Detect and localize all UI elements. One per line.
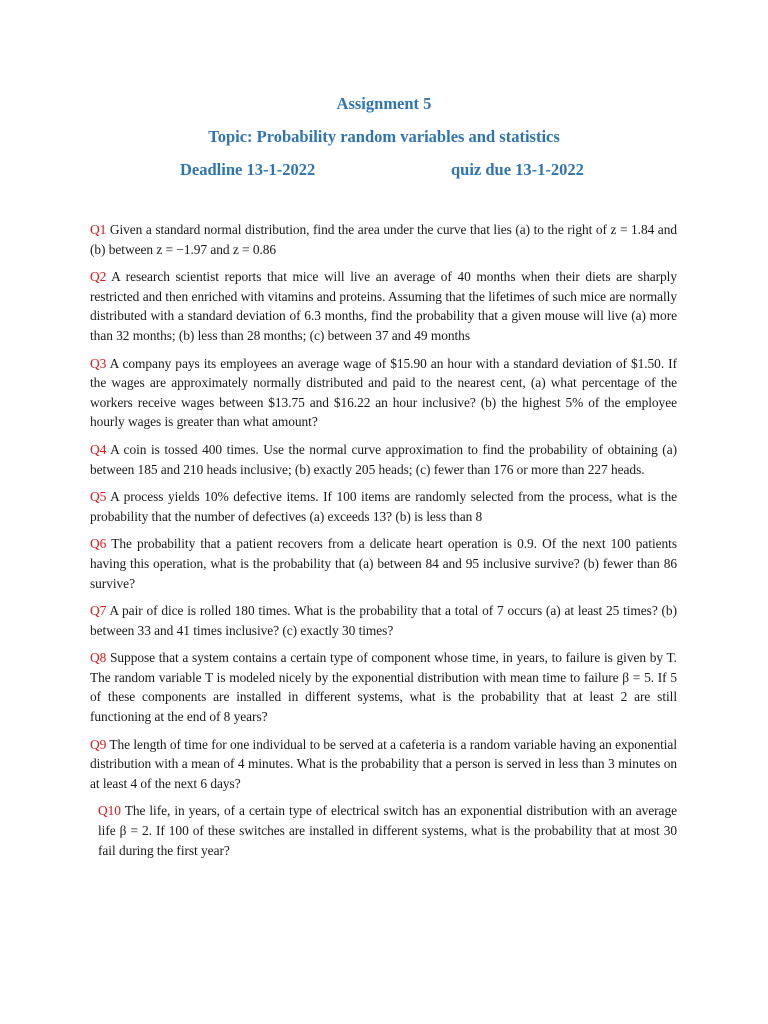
question-text: Given a standard normal distribution, find the area under the curve that lies (a) to the right of z = 1.84 and (b) between z = −1.97 and z = 0.86 [90,222,677,257]
question-text: Suppose that a system contains a certain type of component whose time, in years, to failure is given by T. The random variable T is modeled nicely by the exponential distribution with mean time to failure β = 5. If 5 of these components are installed in different systems, what is the probability that at least 2 are still functioning at the end of 8 years? [90,650,677,725]
question-number: Q3 [90,355,107,371]
quiz-due-label: quiz due 13-1-2022 [451,160,584,179]
question-number: Q1 [90,222,107,237]
question-number: Q4 [90,441,107,457]
question-text: The probability that a patient recovers from a delicate heart operation is 0.9. Of the next 100 patients having this operation, what is the probability that (a) between 84 and 95 inclusive survive? (b) fewer than 86 survive? [90,536,677,591]
assignment-title: Assignment 5 [336,94,432,113]
question-text: A process yields 10% defective items. If 100 items are randomly selected from the process, what is the probability that the number of defectives (a) exceeds 13? (b) is less than 8 [90,489,677,524]
question-text: The life, in years, of a certain type of electrical switch has an exponential distribution with an average life β = 2. If 100 of these switches are installed in different systems, what is the probability that at most 30 fail during the first year? [98,803,677,858]
question-number: Q10 [98,803,121,819]
question-5 [90,487,677,526]
question-list [90,220,677,868]
question-number: Q5 [90,489,107,505]
assignment-topic: Topic: Probability random variables and statistics [208,127,560,146]
question-text: A company pays its employees an average wage of $15.90 an hour with a standard deviation of $1.50. If the wages are approximately normally distributed and paid to the nearest cent, (a) what percentage of the workers receive wages between $13.75 and $16.22 an hour inclusive? (b) the highest 5% of the employee hourly wages is greater than what amount? [90,355,677,430]
deadline-label: Deadline 13-1-2022 [180,160,316,179]
question-number: Q7 [90,603,107,619]
question-text: A pair of dice is rolled 180 times. What is the probability that a total of 7 occurs (a) at least 25 times? (b) between 33 and 41 times inclusive? (c) exactly 30 times? [90,603,677,638]
question-number: Q9 [90,736,107,752]
question-number: Q6 [90,536,107,552]
question-1 [90,220,677,259]
question-text: A coin is tossed 400 times. Use the normal curve approximation to find the probability of obtaining (a) between 185 and 210 heads inclusive; (b) exactly 205 heads; (c) fewer than 176 or more than 227 heads. [90,441,678,477]
question-text: The length of time for one individual to be served at a cafeteria is a random variable having an exponential distribution with a mean of 4 minutes. What is the probability that a person is served in less than 3 minutes on at least 4 of the next 6 days? [90,736,677,791]
question-9 [90,735,677,794]
question-3 [90,354,677,432]
question-text: A research scientist reports that mice will live an average of 40 months when their diets are sharply restricted and then enriched with vitamins and proteins. Assuming that the lifetimes of such mice are normally distributed with a standard deviation of 6.3 months, find the probability that a given mouse will live (a) more than 32 months; (b) less than 28 months; (c) between 37 and 49 months [90,269,677,343]
question-8 [90,648,677,726]
question-number: Q2 [90,269,107,285]
question-2 [90,267,677,345]
question-7 [90,601,677,640]
question-6 [90,534,677,593]
question-4 [90,440,677,479]
question-10 [90,801,677,860]
question-number: Q8 [90,650,107,666]
